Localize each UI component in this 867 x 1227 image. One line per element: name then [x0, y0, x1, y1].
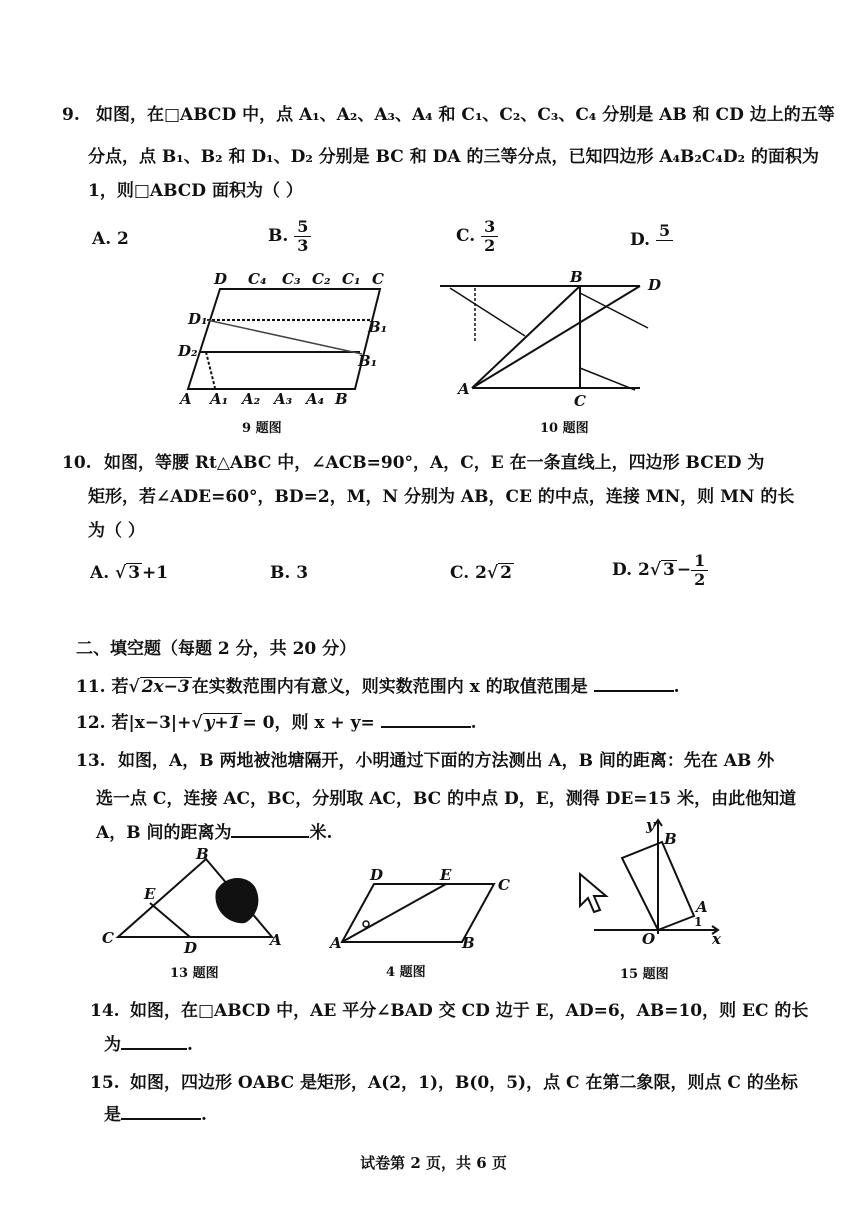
fig9-label-A3: A₃ — [274, 390, 293, 408]
q9-line2: 分点，点 B₁、B₂ 和 D₁、D₂ 分别是 BC 和 DA 的三等分点，已知四边形 A₄B₂C₄D₂ 的面积为 — [88, 147, 819, 167]
fig14-label-A: A — [330, 934, 342, 952]
fig10-line-de — [580, 293, 648, 328]
q15-answer-blank[interactable] — [121, 1104, 201, 1120]
fig15-label-A: A — [696, 898, 708, 916]
figure-10 — [430, 268, 670, 438]
q14-line2: 为 . — [104, 1035, 193, 1055]
q14-number: 14. — [90, 1001, 120, 1021]
section-2-title: 二、填空题（每题 2 分，共 20 分） — [76, 639, 357, 659]
fig9-label-C1: C₁ — [342, 270, 361, 288]
fig9-line-diag — [207, 320, 362, 354]
q14-answer-blank[interactable] — [121, 1034, 187, 1050]
q9-line1: 如图，在□ABCD 中，点 A₁、A₂、A₃、A₄ 和 C₁、C₂、C₃、C₄ 分别是 AB 和 CD 边上的五等 — [96, 105, 835, 125]
fig10-label-D: D — [648, 276, 662, 294]
q9-number: 9. — [62, 105, 80, 125]
q10-option-d: D. 2√ 3 − $\frac{1}{2}$ — [612, 552, 708, 589]
fig10-line-ab — [472, 286, 580, 388]
fig9-label-A2: A₂ — [242, 390, 261, 408]
fig10-caption: 10 题图 — [540, 421, 589, 436]
fig15-caption: 15 题图 — [620, 967, 669, 982]
fig13-pond — [215, 878, 258, 923]
fig10-line-ad — [472, 286, 640, 388]
fig9-label-C4: C₄ — [248, 270, 267, 288]
fig15-label-x: x — [712, 930, 721, 948]
q9-option-c: C. $\frac{3}{2}$ — [456, 218, 498, 255]
q9-option-b: B. $\frac{5}{3}$ — [268, 218, 311, 255]
fig13-label-C: C — [102, 929, 114, 947]
fig14-label-E: E — [440, 866, 452, 884]
q10-line2: 矩形，若∠ADE=60°，BD=2，M，N 分别为 AB，CE 的中点，连接 MN，则 MN 的长 — [88, 487, 795, 507]
cursor-arrow-icon — [580, 874, 606, 912]
q15-number: 15. — [90, 1073, 120, 1093]
q10-line1: 如图，等腰 Rt△ABC 中，∠ACB=90°，A，C，E 在一条直线上，四边形 BCED 为 — [104, 453, 765, 473]
fig9-parallelogram-abcd — [188, 289, 380, 389]
q10-option-b: B. 3 — [270, 563, 309, 583]
fig15-label-O: O — [642, 930, 656, 948]
fig9-label-B: B — [335, 390, 348, 408]
fig13-label-A: A — [270, 931, 282, 949]
fig14-label-B: B — [462, 934, 475, 952]
fig9-label-B2: B₁ — [358, 352, 378, 370]
figure-14 — [328, 862, 528, 986]
q10-line3: 为（ ） — [88, 521, 145, 541]
fig13-line-ed — [150, 903, 190, 937]
fig14-angle-mark — [363, 921, 369, 927]
q12-answer-blank[interactable] — [381, 712, 471, 728]
fig10-label-C: C — [574, 392, 586, 410]
fig13-label-B: B — [196, 845, 209, 863]
fig15-label-y: y — [646, 816, 655, 834]
fig14-caption: 4 题图 — [386, 965, 426, 980]
fig14-label-C: C — [498, 876, 510, 894]
fig10-line-extra — [450, 288, 525, 336]
fig9-label-B1: B₁ — [368, 318, 388, 336]
q13-answer-blank[interactable] — [231, 822, 309, 838]
q9-line3: 1，则□ABCD 面积为（ ） — [88, 181, 303, 201]
fig9-label-A4: A₄ — [306, 390, 325, 408]
q13-line2: 选一点 C，连接 AC，BC，分别取 AC，BC 的中点 D，E，测得 DE=15 米，由此他知道 — [96, 789, 797, 809]
fig9-label-D2: D₂ — [178, 342, 198, 360]
fig9-label-C3: C₃ — [282, 270, 301, 288]
fig9-label-D1: D₁ — [188, 310, 208, 328]
fig9-label-A: A — [180, 390, 192, 408]
figure-9 — [170, 262, 390, 437]
fig9-label-C2: C₂ — [312, 270, 331, 288]
fig9-line-inner — [206, 352, 215, 388]
fig9-label-C: C — [372, 270, 384, 288]
q10-number: 10. — [62, 453, 92, 473]
q10-option-c: C. 2√ 2 — [450, 563, 512, 583]
q13-line3: A，B 间的距离为 米. — [96, 823, 333, 843]
figure-15 — [570, 812, 730, 987]
figure-13 — [100, 845, 290, 985]
fig13-caption: 13 题图 — [170, 966, 219, 981]
q9-option-a: A. 2 — [92, 229, 129, 249]
q9-option-d: D. 5 — [630, 222, 673, 259]
fig9-label-D: D — [214, 270, 228, 288]
fig13-label-E: E — [144, 885, 156, 903]
page-footer: 试卷第 2 页，共 6 页 — [360, 1154, 507, 1172]
q12: 12. 若|x−3|+√ y+1 = 0，则 x + y= . — [76, 713, 477, 733]
q10-option-a: A. √ 3 +1 — [90, 563, 169, 583]
fig15-label-B: B — [664, 830, 677, 848]
fig14-label-D: D — [370, 866, 384, 884]
fig9-label-A1: A₁ — [210, 390, 229, 408]
fig9-caption: 9 题图 — [242, 421, 282, 436]
q15-line1: 如图，四边形 OABC 是矩形，A(2，1)，B(0，5)，点 C 在第二象限，则点 C 的坐标 — [130, 1073, 798, 1093]
fig10-label-A: A — [458, 380, 470, 398]
fig15-label-1: 1 — [694, 915, 703, 929]
q14-line1: 如图，在□ABCD 中，AE 平分∠BAD 交 CD 边于 E，AD=6，AB=10，则 EC 的长 — [130, 1001, 809, 1021]
q11-answer-blank[interactable] — [594, 676, 674, 692]
q15-line2: 是 . — [104, 1105, 207, 1125]
fig10-line-ce — [580, 368, 635, 390]
fig13-label-D: D — [184, 939, 198, 957]
q11: 11. 若√ 2x−3 在实数范围内有意义，则实数范围内 x 的取值范围是 . — [76, 677, 680, 697]
q13-number: 13. — [76, 751, 106, 771]
q13-line1: 如图，A，B 两地被池塘隔开，小明通过下面的方法测出 A，B 间的距离：先在 AB 外 — [118, 751, 775, 771]
fig10-label-B: B — [570, 268, 583, 286]
